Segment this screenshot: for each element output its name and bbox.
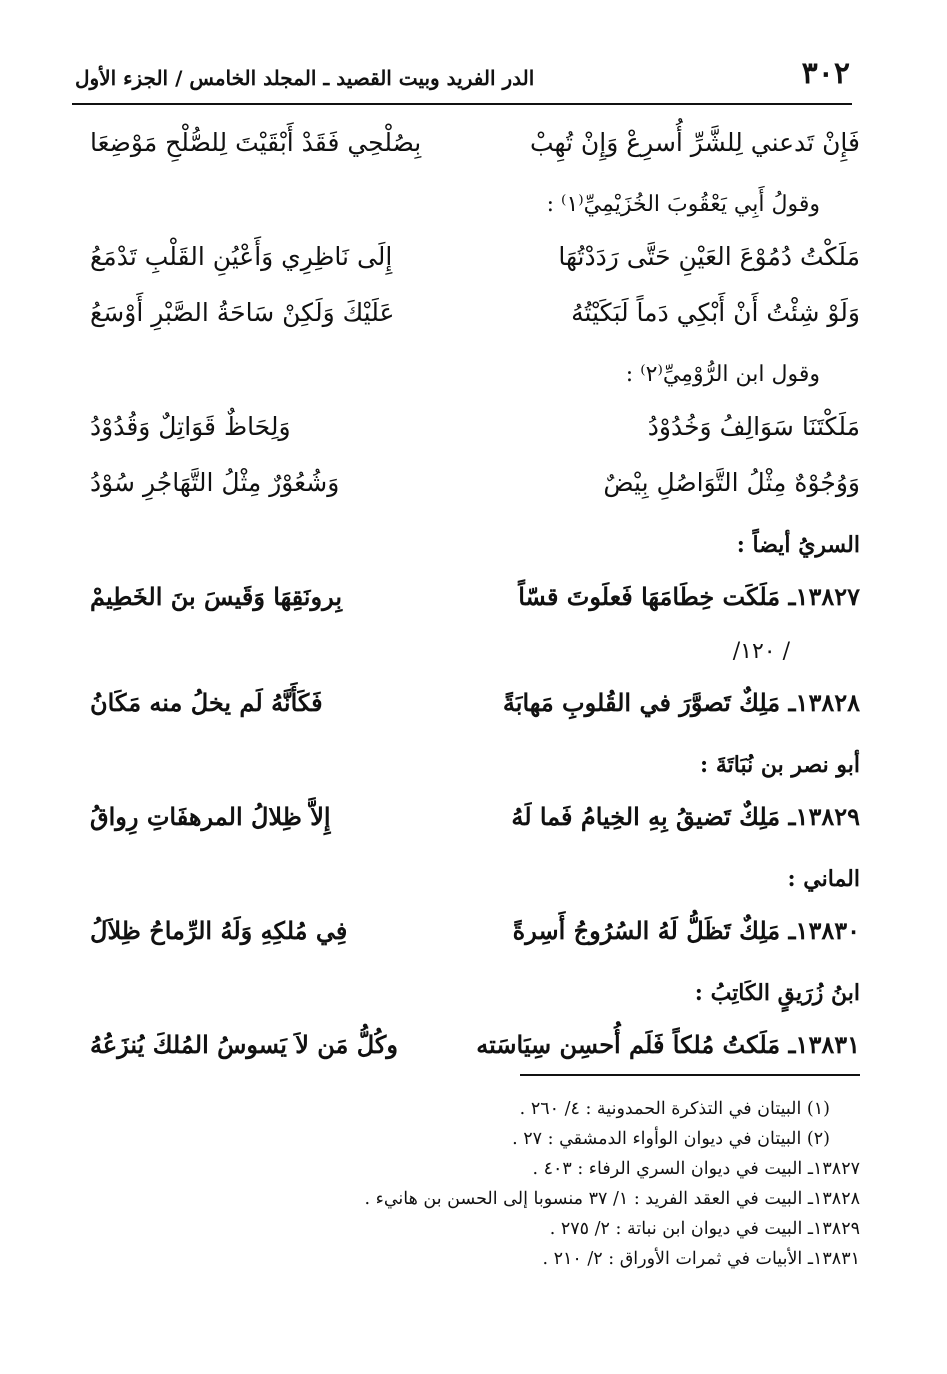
main-text — [90, 120, 860, 1078]
first-hemistich: ١٣٨٣١ـ مَلَكتُ مُلكاً فَلَم أُحسِن سِيَاسَته — [476, 1030, 860, 1059]
second-hemistich: وَشُعُوْرٌ مِثْلُ التَّهَاجُرِ سُوْدُ — [90, 468, 340, 497]
second-hemistich: وَلِحَاظٌ قَوَاتِلٌ وَقُدُوْدُ — [90, 412, 291, 441]
second-hemistich: وكُلُّ مَن لاَ يَسوسُ المُلكَ يُنزَعُهُ — [90, 1030, 398, 1059]
verse-line — [90, 290, 860, 346]
page-header — [75, 52, 850, 100]
numbered-verse — [90, 1022, 860, 1078]
verse-line — [90, 404, 860, 460]
footnote: (٢) البيتان في ديوان الوأواء الدمشقي : ٢٧ . — [512, 1129, 830, 1149]
footnote: (١) البيتان في التذكرة الحمدونية : ٤/ ٢٦٠ . — [519, 1099, 830, 1119]
numbered-verse — [90, 574, 860, 630]
header-rule — [72, 103, 852, 105]
first-hemistich: مَلَكْتُ دُمُوْعَ العَيْنِ حَتَّى رَدَدْتُهَا — [558, 242, 860, 271]
first-hemistich: فَإِنْ تَدعني لِلشَّرِّ أُسرِعْ وَإِنْ تُهِبْ — [529, 128, 860, 157]
attribution: السريُ أيضاً : — [736, 532, 860, 558]
first-hemistich: وَوُجُوْهٌ مِثْلُ التَّوَاصُلِ بِيْضٌ — [603, 468, 860, 497]
attribution: وقولُ أَبِي يَعْقُوبَ الخُزَيْمِيِّ⁽١⁾ : — [546, 192, 820, 217]
first-hemistich: ١٣٨٣٠ـ مَلِكٌ تَظَلُّ لَهُ السُرُوجُ أَسِرةً — [512, 916, 860, 945]
second-hemistich: إِلاَّ ظِلالُ المرهفَاتِ رِواقُ — [90, 802, 331, 831]
page-number: ٣٠٢ — [801, 56, 850, 91]
first-hemistich: ١٣٨٢٩ـ مَلِكٌ تَضيقُ بِهِ الخِيامُ فَما لَهُ — [511, 802, 860, 831]
verse-reference: / ١٢٠/ — [732, 639, 790, 664]
attribution: الماني : — [787, 866, 860, 892]
footnote-rule — [520, 1074, 860, 1076]
footnote: ١٣٨٢٩ـ البيت في ديوان ابن نباتة : ٢/ ٢٧٥ . — [549, 1219, 860, 1239]
verse-line — [90, 234, 860, 290]
footnotes — [80, 1094, 860, 1274]
numbered-verse — [90, 794, 860, 850]
attribution: أبو نصر بن نُبَاتَةَ : — [700, 752, 860, 778]
footnote: ١٣٨٣١ـ الأبيات في ثمرات الأوراق : ٢/ ٢١٠ . — [542, 1249, 860, 1269]
first-hemistich: وَلَوْ شِئْتُ أَنْ أَبْكِي دَماً لَبَكَيْتُهُ — [571, 298, 860, 327]
numbered-verse — [90, 680, 860, 736]
second-hemistich: بِرونَقِهَا وَقَيسَ بنَ الخَطِيمْ — [90, 582, 342, 611]
verse-line — [90, 460, 860, 516]
running-title: الدر الفريد وبيت القصيد ـ المجلد الخامس / الجزء الأول — [75, 66, 535, 90]
footnote: ١٣٨٢٨ـ البيت في العقد الفريد : ١/ ٣٧ منسوبا إلى الحسن بن هانيء . — [364, 1189, 860, 1209]
second-hemistich: إِلَى نَاظِرِي وَأَعْيُنِ القَلْبِ تَدْمَعُ — [90, 242, 393, 271]
first-hemistich: ١٣٨٢٧ـ مَلَكَت خِطَامَهَا فَعلَوتَ قسّاً — [518, 582, 860, 611]
first-hemistich: مَلَكْتَنَا سَوَالِفُ وَخُدُوْدُ — [647, 412, 860, 441]
second-hemistich: بِصُلْحِي فَقَدْ أَبْقَيْتَ لِلصُّلْحِ مَوْضِعَا — [90, 128, 422, 157]
attribution: وقول ابن الرُّوْمِيِّ⁽٢⁾ : — [625, 362, 820, 387]
footnote: ١٣٨٢٧ـ البيت في ديوان السري الرفاء : ٤٠٣ . — [532, 1159, 860, 1179]
first-hemistich: ١٣٨٢٨ـ مَلِكٌ تَصوَّرَ في القُلوبِ مَهابَةً — [502, 688, 860, 717]
verse-line — [90, 120, 860, 176]
attribution: ابنُ زُرَيقٍ الكَاتِبُ : — [694, 980, 860, 1006]
second-hemistich: فِي مُلكِهِ وَلَهُ الرِّماحُ ظِلاَلُ — [90, 916, 348, 945]
second-hemistich: فَكَأَنَّهُ لَم يخلُ منه مَكَانُ — [90, 688, 323, 717]
numbered-verse — [90, 908, 860, 964]
second-hemistich: عَلَيْكَ وَلَكِنْ سَاحَةُ الصَّبْرِ أَوْسَعُ — [90, 298, 395, 327]
